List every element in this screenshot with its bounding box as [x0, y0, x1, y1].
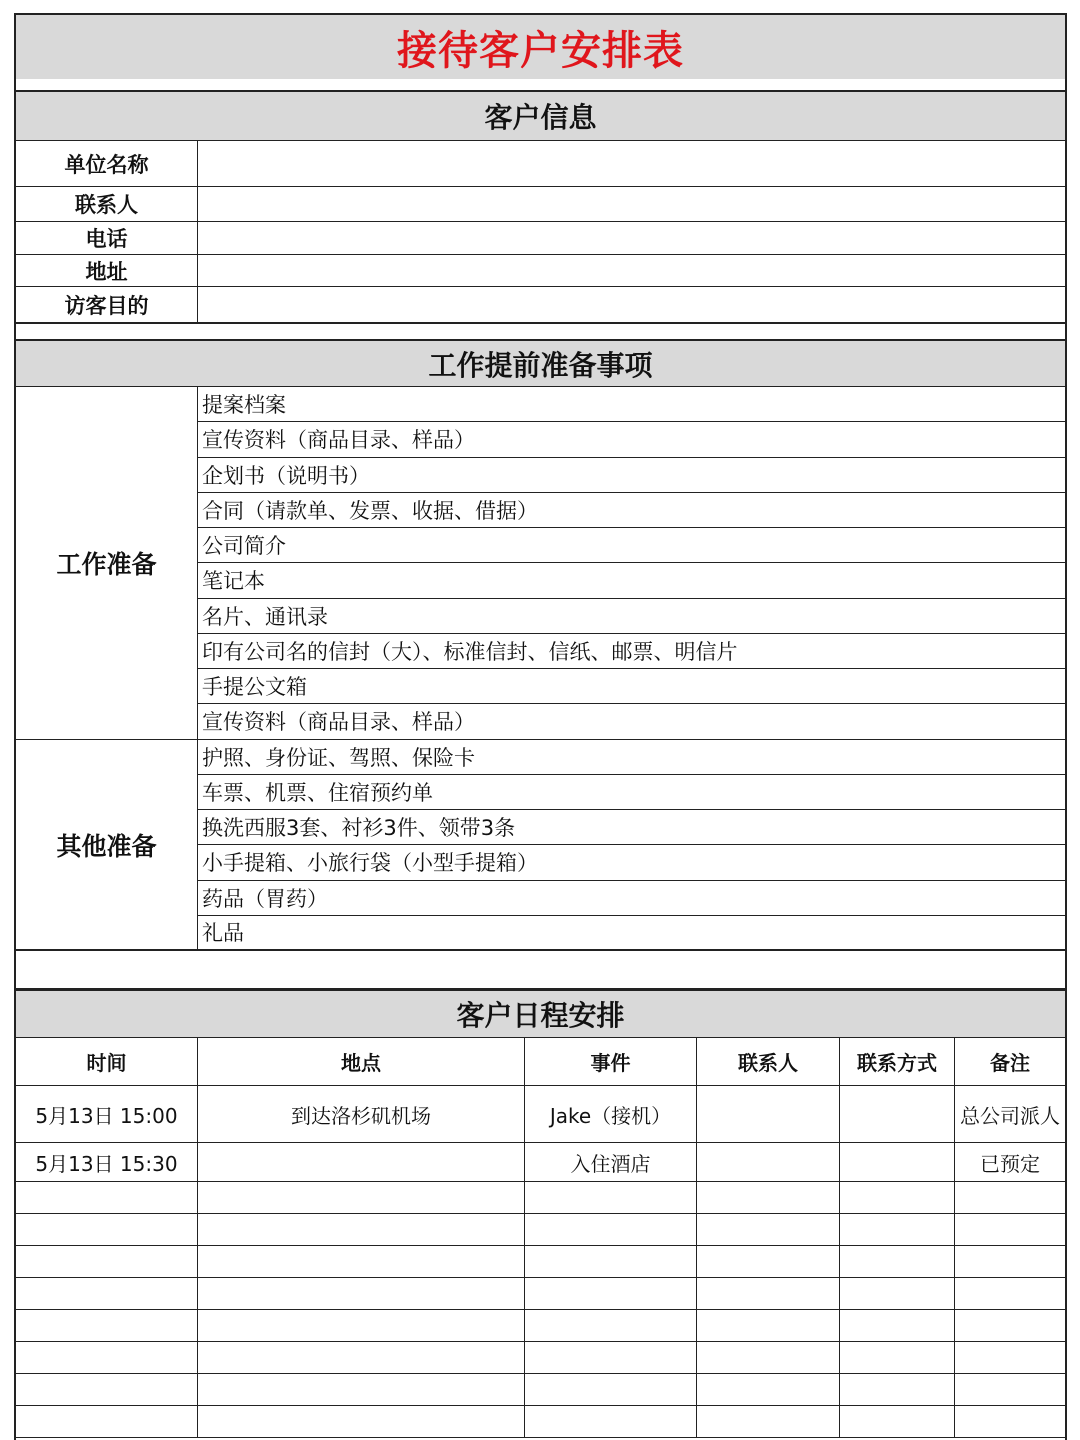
cell-remarks[interactable] — [955, 1310, 1065, 1341]
cell-time[interactable] — [16, 1406, 198, 1437]
schedule-row — [16, 1182, 1065, 1214]
work-prep-item: 名片、通讯录 — [202, 604, 328, 629]
other-prep-item: 护照、身份证、驾照、保险卡 — [202, 745, 475, 770]
cell-event[interactable] — [525, 1278, 697, 1309]
cell-contact-method[interactable] — [840, 1406, 955, 1437]
cell-event[interactable]: 入住酒店 — [525, 1143, 697, 1181]
schedule-row — [16, 1342, 1065, 1374]
column-header-time: 时间 — [16, 1038, 198, 1085]
work-prep-item-row — [198, 563, 1065, 598]
customer-info-row — [16, 222, 1065, 255]
cell-contact[interactable] — [697, 1310, 840, 1341]
schedule-row — [16, 1143, 1065, 1182]
cell-contact-method[interactable] — [840, 1374, 955, 1405]
cell-contact[interactable] — [697, 1086, 840, 1142]
work-prep-item-row — [198, 387, 1065, 422]
cell-remarks[interactable]: 总公司派人 — [960, 1103, 1060, 1128]
cell-contact[interactable] — [697, 1246, 840, 1277]
customer-info-row — [16, 255, 1065, 287]
cell-location[interactable] — [198, 1182, 525, 1213]
cell-contact[interactable] — [697, 1342, 840, 1373]
cell-location[interactable] — [198, 1278, 525, 1309]
field-label: 访客目的 — [16, 287, 198, 322]
preparation-heading: 工作提前准备事项 — [16, 339, 1065, 387]
customer-info-row — [16, 187, 1065, 222]
cell-event[interactable] — [525, 1342, 697, 1373]
other-prep-item: 换洗西服3套、衬衫3件、领带3条 — [202, 816, 516, 841]
cell-contact-method[interactable] — [840, 1086, 955, 1142]
sheet-title: 接待客户安排表 — [16, 15, 1065, 79]
cell-remarks[interactable] — [955, 1406, 1065, 1437]
other-prep-item: 礼品 — [202, 921, 244, 946]
work-prep-item-row — [198, 422, 1065, 457]
cell-time[interactable]: 5月13日 15:30 — [16, 1143, 198, 1181]
field-value[interactable] — [198, 141, 1065, 186]
work-prep-item-row — [198, 458, 1065, 493]
field-value[interactable] — [198, 187, 1065, 221]
cell-contact-method[interactable] — [840, 1246, 955, 1277]
cell-location[interactable]: 到达洛杉矶机场 — [198, 1086, 525, 1142]
cell-time[interactable] — [16, 1310, 198, 1341]
field-value[interactable] — [198, 222, 1065, 254]
work-prep-item-row — [198, 634, 1065, 669]
cell-event[interactable] — [525, 1310, 697, 1341]
cell-contact[interactable] — [697, 1278, 840, 1309]
schedule-heading: 客户日程安排 — [16, 989, 1065, 1038]
other-prep-item-row — [198, 916, 1065, 951]
cell-remarks[interactable] — [955, 1246, 1065, 1277]
other-prep-item-row — [198, 775, 1065, 810]
cell-remarks[interactable] — [955, 1278, 1065, 1309]
schedule-row — [16, 1278, 1065, 1310]
schedule-row — [16, 1246, 1065, 1278]
cell-event[interactable] — [525, 1246, 697, 1277]
cell-time[interactable]: 5月13日 15:00 — [16, 1086, 198, 1142]
field-value[interactable] — [198, 255, 1065, 286]
cell-contact[interactable] — [697, 1214, 840, 1245]
cell-location[interactable] — [198, 1310, 525, 1341]
field-label: 单位名称 — [16, 141, 198, 186]
cell-time[interactable] — [16, 1182, 198, 1213]
work-prep-item-row — [198, 599, 1065, 634]
customer-info-row — [16, 287, 1065, 324]
cell-remarks[interactable] — [955, 1342, 1065, 1373]
schedule-row — [16, 1310, 1065, 1342]
cell-time[interactable] — [16, 1374, 198, 1405]
cell-contact-method[interactable] — [840, 1182, 955, 1213]
cell-contact[interactable] — [697, 1143, 840, 1181]
other-prep-item-row — [198, 740, 1065, 775]
schedule-header-row — [16, 1038, 1065, 1086]
cell-contact-method[interactable] — [840, 1342, 955, 1373]
cell-contact[interactable] — [697, 1182, 840, 1213]
cell-time[interactable] — [16, 1214, 198, 1245]
work-prep-item: 手提公文箱 — [202, 675, 307, 700]
other-prep-item-row — [198, 810, 1065, 845]
spacer-row — [16, 951, 1065, 989]
column-header-location: 地点 — [198, 1038, 525, 1085]
other-prep-item: 车票、机票、住宿预约单 — [202, 780, 433, 805]
cell-contact[interactable] — [697, 1374, 840, 1405]
work-prep-item-row — [198, 704, 1065, 739]
schedule-row — [16, 1374, 1065, 1406]
column-header-event: 事件 — [525, 1038, 697, 1085]
other-prep-item-row — [198, 845, 1065, 880]
cell-location[interactable] — [198, 1374, 525, 1405]
cell-location[interactable] — [198, 1214, 525, 1245]
column-header-contact-method: 联系方式 — [840, 1038, 955, 1085]
cell-contact[interactable] — [697, 1406, 840, 1437]
work-prep-item-row — [198, 528, 1065, 563]
cell-contact-method[interactable] — [840, 1214, 955, 1245]
column-header-contact: 联系人 — [697, 1038, 840, 1085]
cell-location[interactable] — [198, 1342, 525, 1373]
customer-info-heading: 客户信息 — [16, 90, 1065, 141]
cell-contact-method[interactable] — [840, 1310, 955, 1341]
arrangement-sheet — [14, 13, 1067, 1440]
cell-event[interactable] — [525, 1214, 697, 1245]
cell-remarks[interactable] — [955, 1182, 1065, 1213]
work-prep-item: 宣传资料（商品目录、样品） — [202, 710, 475, 735]
work-prep-item-row — [198, 493, 1065, 528]
column-header-remarks: 备注 — [990, 1051, 1030, 1075]
work-prep-item: 笔记本 — [202, 569, 265, 594]
cell-event[interactable]: Jake（接机） — [525, 1086, 697, 1142]
cell-contact-method[interactable] — [840, 1143, 955, 1181]
field-label: 联系人 — [16, 187, 198, 221]
field-label: 电话 — [16, 222, 198, 254]
work-prep-item: 合同（请款单、发票、收据、借据） — [202, 498, 538, 523]
cell-remarks[interactable] — [955, 1214, 1065, 1245]
field-label: 地址 — [16, 255, 198, 286]
cell-location[interactable] — [198, 1246, 525, 1277]
customer-info-row — [16, 141, 1065, 187]
cell-location[interactable] — [198, 1406, 525, 1437]
work-prep-label: 工作准备 — [16, 387, 198, 740]
schedule-row — [16, 1406, 1065, 1438]
other-prep-item: 小手提箱、小旅行袋（小型手提箱） — [202, 851, 538, 876]
work-prep-item: 企划书（说明书） — [202, 463, 370, 488]
cell-remarks[interactable] — [955, 1374, 1065, 1405]
schedule-row — [16, 1214, 1065, 1246]
cell-event[interactable] — [525, 1182, 697, 1213]
cell-event[interactable] — [525, 1406, 697, 1437]
cell-time[interactable] — [16, 1246, 198, 1277]
other-prep-item-row — [198, 881, 1065, 916]
other-prep-label: 其他准备 — [16, 740, 198, 951]
work-prep-item: 公司简介 — [202, 534, 286, 559]
work-prep-item: 印有公司名的信封（大）、标准信封、信纸、邮票、明信片 — [202, 639, 738, 664]
cell-event[interactable] — [525, 1374, 697, 1405]
cell-time[interactable] — [16, 1278, 198, 1309]
cell-time[interactable] — [16, 1342, 198, 1373]
work-prep-item: 提案档案 — [202, 393, 286, 418]
work-prep-item: 宣传资料（商品目录、样品） — [202, 428, 475, 453]
cell-contact-method[interactable] — [840, 1278, 955, 1309]
schedule-row — [16, 1086, 1065, 1143]
cell-remarks[interactable]: 已预定 — [980, 1151, 1040, 1176]
work-prep-item-row — [198, 669, 1065, 704]
other-prep-item: 药品（胃药） — [202, 886, 328, 911]
field-value[interactable] — [198, 287, 1065, 322]
cell-location[interactable] — [198, 1143, 525, 1181]
